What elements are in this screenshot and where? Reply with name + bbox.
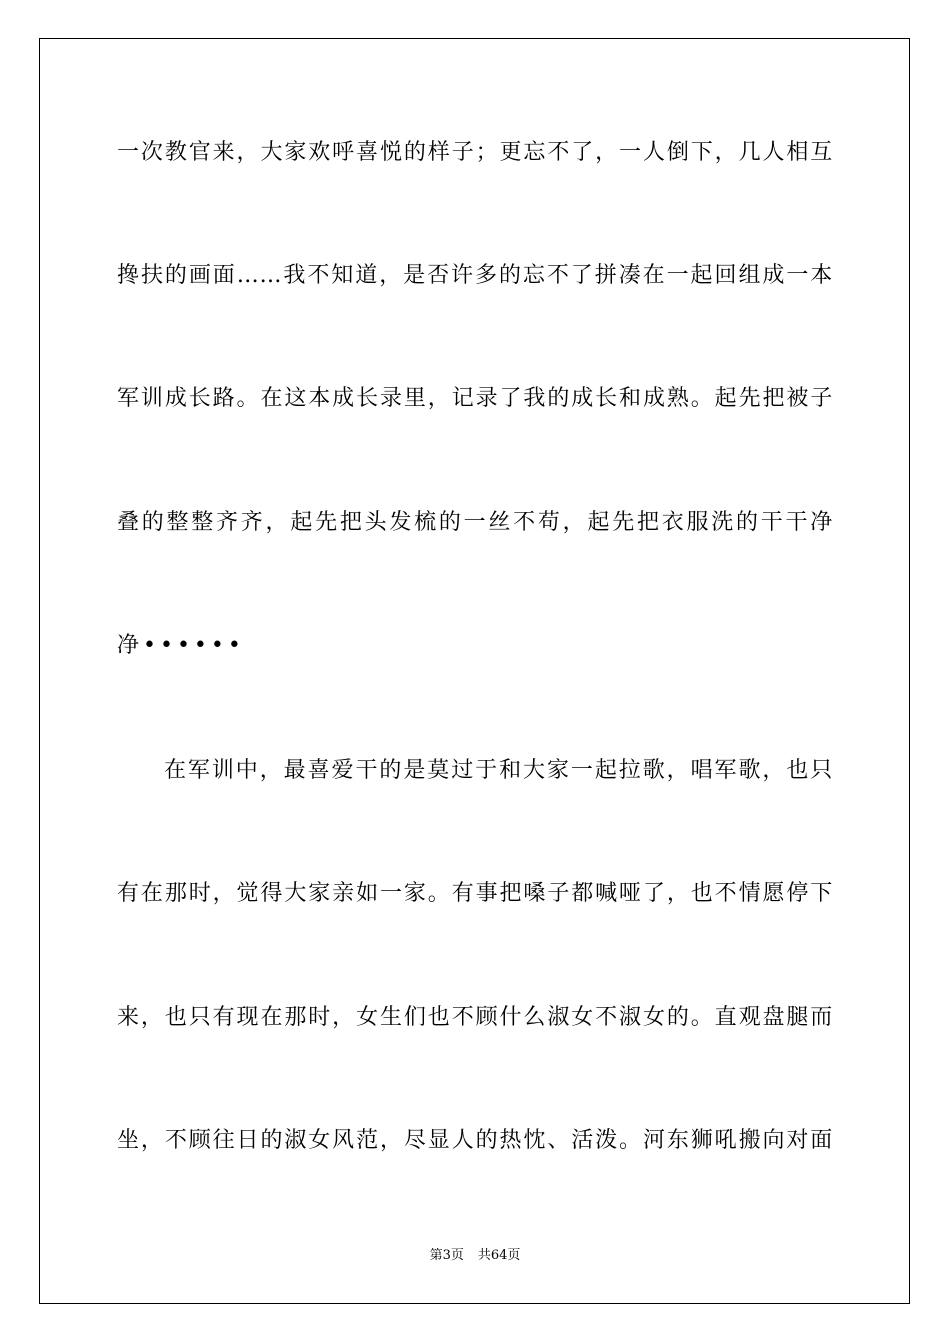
text-line: 一次教官来，大家欢呼喜悦的样子；更忘不了，一人倒下，几人相互 <box>117 140 833 165</box>
text-line: 净•••••• <box>117 633 245 658</box>
page-border <box>39 38 910 1304</box>
text-line: 有在那时，觉得大家亲如一家。有事把嗓子都喊哑了，也不情愿停下 <box>117 881 833 906</box>
text-line: 来，也只有现在那时，女生们也不顾什么淑女不淑女的。直观盘腿而 <box>117 1005 833 1030</box>
text-line: 搀扶的画面……我不知道，是否许多的忘不了拼凑在一起回组成一本 <box>117 263 833 288</box>
text-line-indented: 在军训中，最喜爱干的是莫过于和大家一起拉歌，唱军歌，也只 <box>164 758 833 783</box>
text-line: 叠的整整齐齐，起先把头发梳的一丝不苟，起先把衣服洗的干干净 <box>117 510 833 535</box>
page-footer <box>0 1246 950 1266</box>
text-line: 坐，不顾往日的淑女风范，尽显人的热忱、活泼。河东狮吼搬向对面 <box>117 1128 833 1153</box>
page-number: 第3页 <box>429 1248 464 1263</box>
total-pages: 共64页 <box>477 1248 521 1263</box>
text-line: 军训成长路。在这本成长录里，记录了我的成长和成熟。起先把被子 <box>117 386 833 411</box>
